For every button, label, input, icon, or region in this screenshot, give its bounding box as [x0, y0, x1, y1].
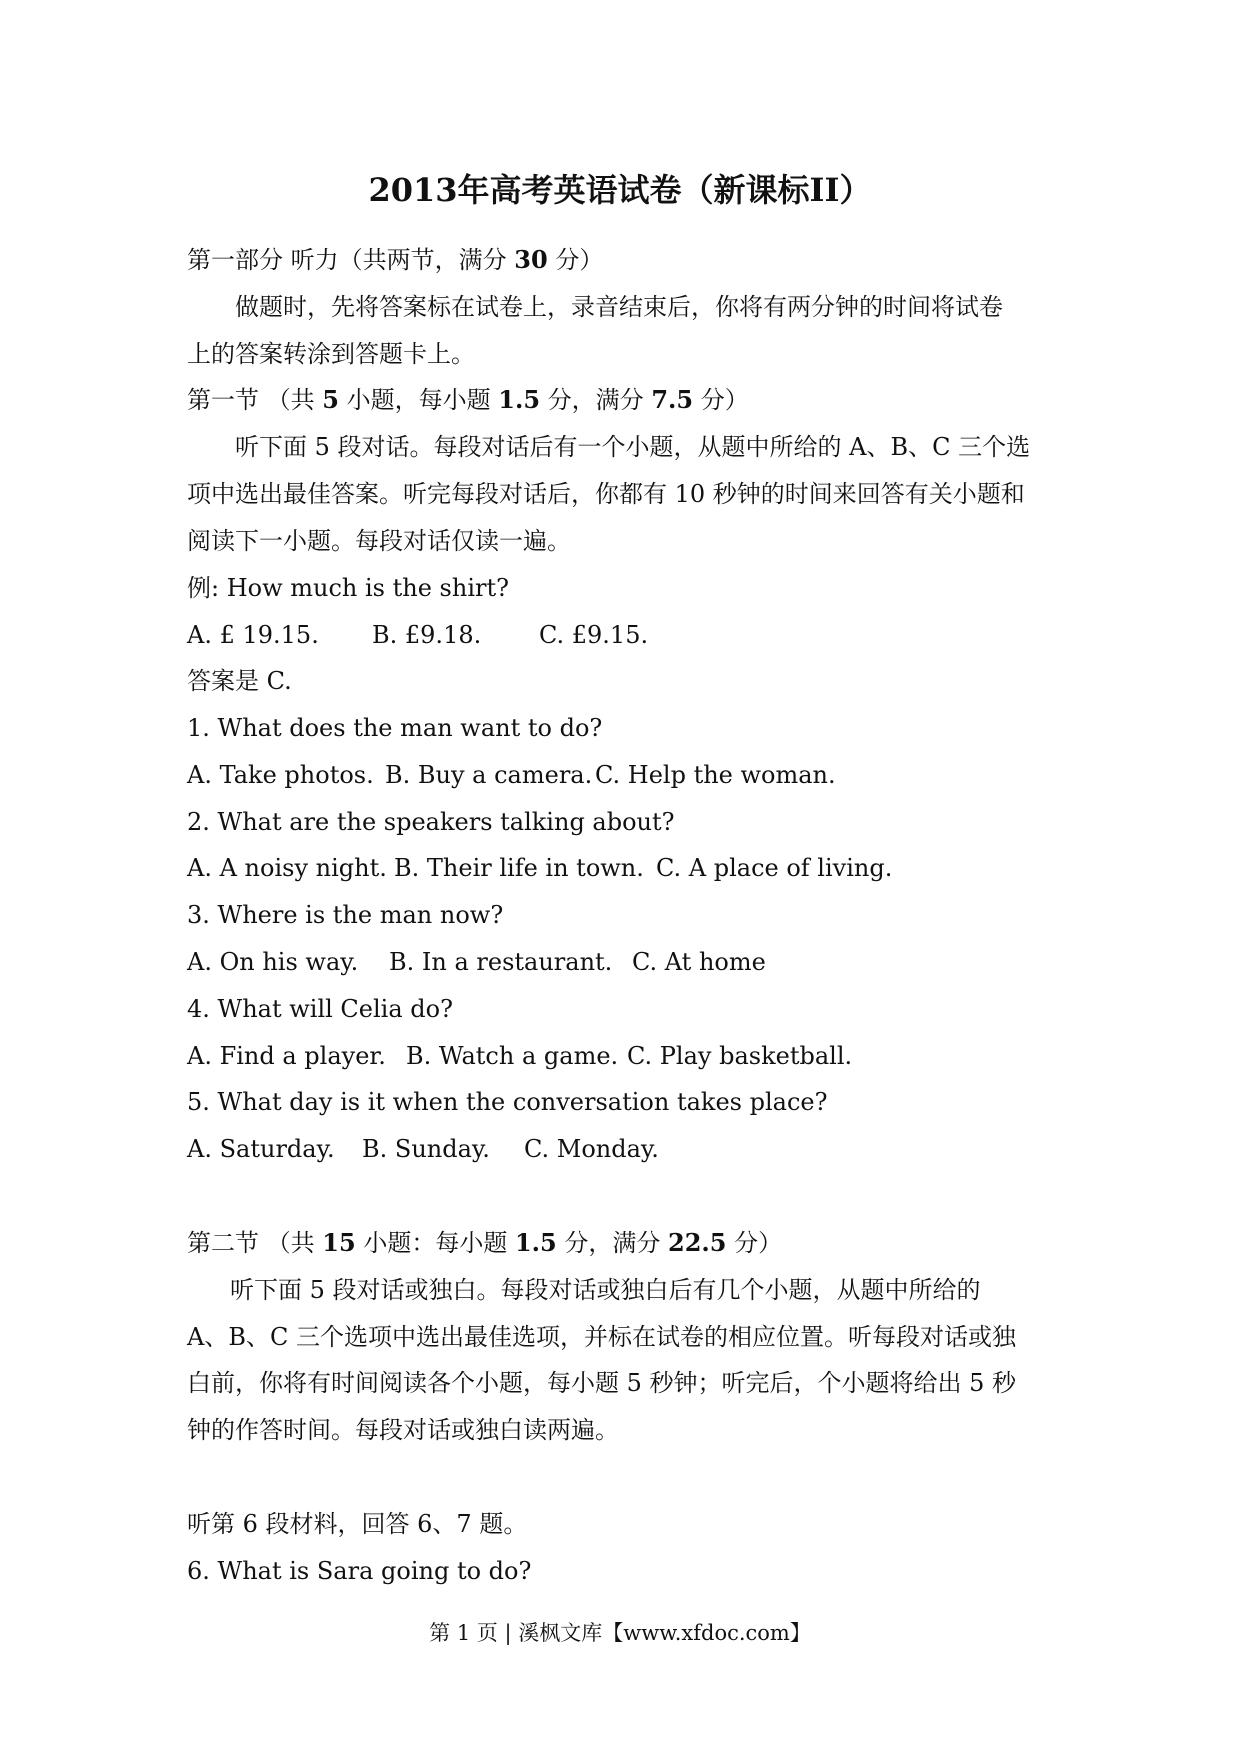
section1-heading-c: 分，满分 — [547, 386, 644, 414]
question-6: 6. What is Sara going to do? — [187, 1557, 532, 1585]
section2-heading-b: 小题：每小题 — [363, 1229, 508, 1257]
q1-option-a: A. Take photos. — [187, 761, 374, 789]
section1-instruction-3: 阅读下一小题。每段对话仅读一遍。 — [187, 527, 571, 555]
page-footer: 第 1 页 | 溪枫文库【www.xfdoc.com】 — [429, 1621, 811, 1645]
section2-instruction-3: 白前，你将有时间阅读各个小题，每小题 5 秒钟；听完后，个小题将给出 5 秒 — [187, 1369, 1017, 1397]
section2-total: 22.5 — [668, 1228, 727, 1257]
section2-heading — [187, 1226, 1057, 1260]
part1-instruction-2: 上的答案转涂到答题卡上。 — [187, 340, 475, 368]
example-option-a: A. £ 19.15. — [187, 621, 319, 649]
question-2: 2. What are the speakers talking about? — [187, 808, 675, 836]
section1-count: 5 — [322, 385, 339, 414]
part1-heading-text: 第一部分 听力（共两节，满分 — [187, 246, 507, 274]
part1-score: 30 — [514, 245, 548, 274]
material6-intro: 听第 6 段材料，回答 6、7 题。 — [187, 1510, 528, 1538]
section1-heading-d: 分） — [700, 386, 749, 414]
part1-heading — [187, 243, 1057, 277]
section1-heading-b: 小题，每小题 — [346, 386, 491, 414]
section1-heading — [187, 383, 1057, 417]
q5-option-b: B. Sunday. — [362, 1135, 490, 1163]
section2-per: 1.5 — [514, 1228, 557, 1257]
section1-instruction-2: 项中选出最佳答案。听完每段对话后，你都有 10 秒钟的时间来回答有关小题和 — [187, 480, 1025, 508]
section1-heading-a: 第一节 （共 — [187, 386, 315, 414]
q2-option-b: B. Their life in town. — [394, 854, 644, 882]
q1-option-b: B. Buy a camera. — [385, 761, 593, 789]
section1-total: 7.5 — [651, 385, 694, 414]
example-question: 例: How much is the shirt? — [187, 574, 509, 602]
question-4: 4. What will Celia do? — [187, 995, 453, 1023]
section2-instruction-1: 听下面 5 段对话或独白。每段对话或独白后有几个小题，从题中所给的 — [230, 1276, 981, 1304]
section1-per: 1.5 — [498, 385, 541, 414]
q2-option-c: C. A place of living. — [656, 854, 893, 882]
section2-heading-d: 分） — [734, 1229, 783, 1257]
example-option-c: C. £9.15. — [539, 621, 649, 649]
q4-option-b: B. Watch a game. — [406, 1042, 619, 1070]
q4-option-c: C. Play basketball. — [627, 1042, 853, 1070]
example-options — [187, 618, 1057, 652]
example-option-b: B. £9.18. — [372, 621, 482, 649]
q4-option-a: A. Find a player. — [187, 1042, 386, 1070]
q5-option-c: C. Monday. — [524, 1135, 659, 1163]
section2-heading-a: 第二节 （共 — [187, 1229, 315, 1257]
q3-option-c: C. At home — [632, 948, 766, 976]
q1-option-c: C. Help the woman. — [595, 761, 836, 789]
section2-instruction-2: A、B、C 三个选项中选出最佳选项，并标在试卷的相应位置。听每段对话或独 — [187, 1323, 1016, 1351]
question-4-options — [187, 1039, 1057, 1073]
section2-count: 15 — [322, 1228, 356, 1257]
q2-option-a: A. A noisy night. — [187, 854, 387, 882]
example-answer: 答案是 C. — [187, 667, 292, 695]
question-3: 3. Where is the man now? — [187, 901, 504, 929]
section2-instruction-4: 钟的作答时间。每段对话或独白读两遍。 — [187, 1416, 619, 1444]
q3-option-a: A. On his way. — [187, 948, 359, 976]
question-2-options — [187, 851, 1057, 885]
question-5: 5. What day is it when the conversation takes place? — [187, 1088, 828, 1116]
question-5-options — [187, 1132, 1057, 1166]
q3-option-b: B. In a restaurant. — [389, 948, 613, 976]
page-title: 2013年高考英语试卷（新课标II） — [368, 171, 872, 209]
question-3-options — [187, 945, 1057, 979]
question-1-options — [187, 758, 1057, 792]
part1-heading-end: 分） — [555, 246, 604, 274]
q5-option-a: A. Saturday. — [187, 1135, 335, 1163]
section2-heading-c: 分，满分 — [564, 1229, 661, 1257]
section1-instruction-1: 听下面 5 段对话。每段对话后有一个小题，从题中所给的 A、B、C 三个选 — [235, 433, 1031, 461]
part1-instruction-1: 做题时，先将答案标在试卷上，录音结束后，你将有两分钟的时间将试卷 — [235, 293, 1003, 321]
question-1: 1. What does the man want to do? — [187, 714, 603, 742]
